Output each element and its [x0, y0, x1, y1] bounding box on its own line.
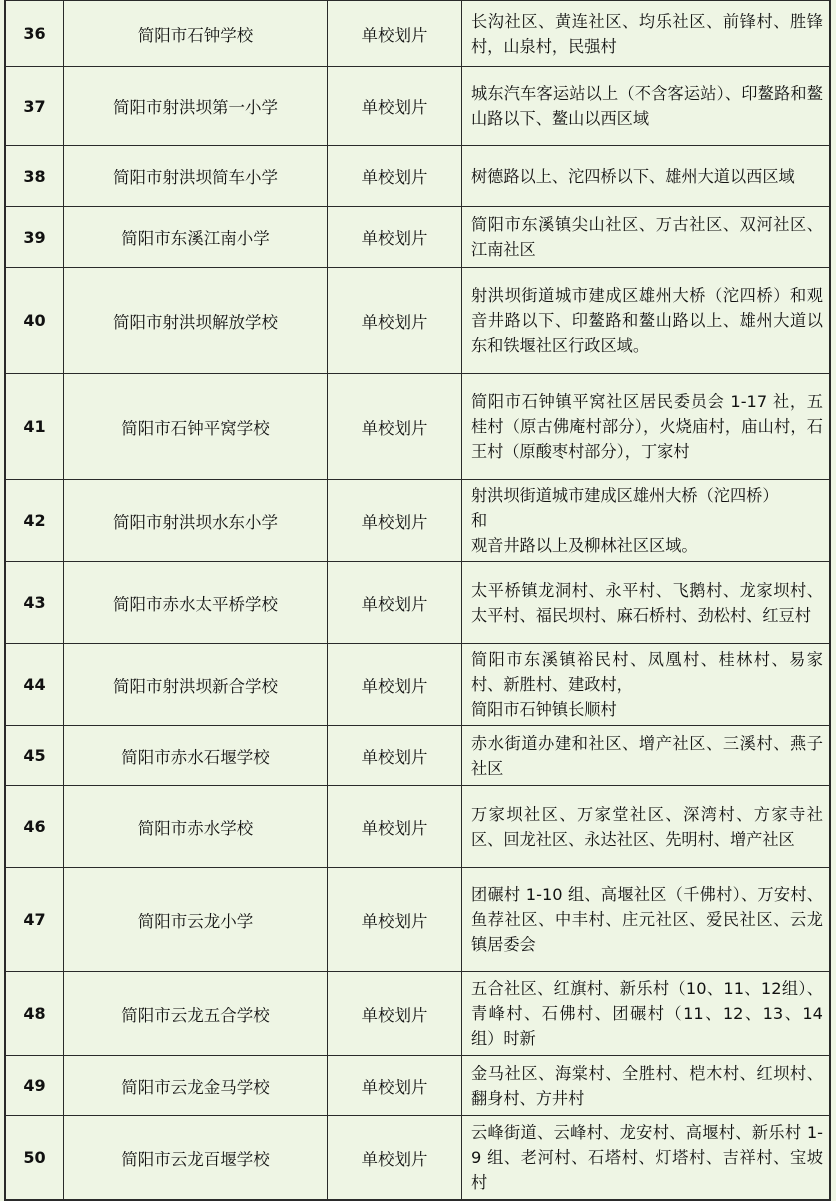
zoning-type: 单校划片	[328, 268, 462, 373]
zoning-area: 团碾村 1-10 组、高堰社区（千佛村）、万安村、鱼荐社区、中丰村、庄元社区、爱民社区、云龙镇居委会	[471, 885, 823, 954]
school-name: 简阳市云龙小学	[64, 868, 328, 971]
table-row	[6, 206, 829, 267]
row-number: 36	[6, 1, 64, 66]
zoning-type: 单校划片	[328, 562, 462, 643]
zoning-type: 单校划片	[328, 972, 462, 1055]
row-number: 44	[6, 644, 64, 725]
zoning-area: 太平桥镇龙洞村、永平村、飞鹅村、龙家坝村、太平村、福民坝村、麻石桥村、劲松村、红豆村	[471, 580, 823, 625]
zoning-type: 单校划片	[328, 1, 462, 66]
zoning-type: 单校划片	[328, 726, 462, 785]
row-number: 47	[6, 868, 64, 971]
zoning-area: 金马社区、海棠村、全胜村、桤木村、红坝村、翻身村、方井村	[471, 1063, 823, 1108]
row-number: 42	[6, 480, 64, 561]
zoning-area: 射洪坝街道城市建成区雄州大桥（沱四桥）和观音井路以下、印鳌路和鳌山路以上、雄州大道以东和铁堰社区行政区域。	[471, 286, 823, 355]
table-row	[6, 561, 829, 643]
school-name: 简阳市云龙金马学校	[64, 1056, 328, 1115]
zoning-area: 简阳市石钟镇平窝社区居民委员会 1-17 社，五桂村（原古佛庵村部分），火烧庙村，庙山村，石王村（原酸枣村部分），丁家村	[471, 392, 823, 461]
row-number: 39	[6, 207, 64, 267]
zoning-area: 五合社区、红旗村、新乐村（10、11、12组）、青峰村、石佛村、团碾村（11、12、13、14 组）时新	[471, 979, 823, 1048]
table-row	[6, 145, 829, 206]
school-name: 简阳市东溪江南小学	[64, 207, 328, 267]
school-name: 简阳市云龙五合学校	[64, 972, 328, 1055]
row-number: 40	[6, 268, 64, 373]
school-name: 简阳市射洪坝解放学校	[64, 268, 328, 373]
zoning-type: 单校划片	[328, 1116, 462, 1199]
zoning-type: 单校划片	[328, 207, 462, 267]
school-name: 简阳市赤水太平桥学校	[64, 562, 328, 643]
school-zoning-table	[4, 0, 831, 1201]
zoning-type: 单校划片	[328, 786, 462, 867]
school-name: 简阳市射洪坝简车小学	[64, 146, 328, 206]
zoning-type: 单校划片	[328, 146, 462, 206]
zoning-area: 树德路以上、沱四桥以下、雄州大道以西区域	[471, 166, 795, 186]
row-number: 37	[6, 67, 64, 145]
table-row	[6, 267, 829, 373]
zoning-area	[462, 644, 829, 725]
zoning-area: 赤水街道办建和社区、增产社区、三溪村、燕子社区	[471, 733, 823, 778]
school-name: 简阳市射洪坝新合学校	[64, 644, 328, 725]
table-row	[6, 1115, 829, 1199]
zoning-type: 单校划片	[328, 67, 462, 145]
row-number: 46	[6, 786, 64, 867]
zoning-area-line: 和	[471, 511, 488, 530]
row-number: 43	[6, 562, 64, 643]
table-row	[6, 66, 829, 145]
zoning-area-line: 射洪坝街道城市建成区雄州大桥（沱四桥）	[471, 486, 779, 505]
table-row	[6, 643, 829, 725]
zoning-area: 万家坝社区、万家堂社区、深湾村、方家寺社区、回龙社区、永达社区、先明村、增产社区	[471, 804, 823, 849]
zoning-area-line: 简阳市东溪镇裕民村、凤凰村、桂林村、易家村、新胜村、建政村，	[471, 650, 823, 694]
table-row	[6, 1055, 829, 1115]
row-number: 38	[6, 146, 64, 206]
table-row	[6, 373, 829, 479]
zoning-area	[462, 480, 829, 561]
row-number: 49	[6, 1056, 64, 1115]
zoning-type: 单校划片	[328, 480, 462, 561]
row-number: 45	[6, 726, 64, 785]
zoning-type: 单校划片	[328, 1056, 462, 1115]
school-name: 简阳市石钟学校	[64, 1, 328, 66]
zoning-type: 单校划片	[328, 374, 462, 479]
zoning-area: 云峰街道、云峰村、龙安村、高堰村、新乐村 1-9 组、老河村、石塔村、灯塔村、吉祥村、宝坡村	[471, 1123, 823, 1192]
zoning-area: 简阳市东溪镇尖山社区、万古社区、双河社区、江南社区	[471, 215, 823, 259]
zoning-area-line: 简阳市石钟镇长顺村	[471, 700, 617, 719]
school-name: 简阳市赤水石堰学校	[64, 726, 328, 785]
row-number: 50	[6, 1116, 64, 1199]
zoning-area: 长沟社区、黄连社区、均乐社区、前锋村、胜锋村，山泉村，民强村	[471, 11, 823, 56]
school-name: 简阳市石钟平窝学校	[64, 374, 328, 479]
table-row	[6, 479, 829, 561]
row-number: 41	[6, 374, 64, 479]
row-number: 48	[6, 972, 64, 1055]
zoning-area: 城东汽车客运站以上（不含客运站）、印鳌路和鳌山路以下、鳌山以西区域	[471, 84, 823, 128]
zoning-type: 单校划片	[328, 868, 462, 971]
zoning-type: 单校划片	[328, 644, 462, 725]
table-row	[6, 867, 829, 971]
table-row	[6, 725, 829, 785]
school-name: 简阳市云龙百堰学校	[64, 1116, 328, 1199]
table-row	[6, 0, 829, 66]
table-row	[6, 785, 829, 867]
school-name: 简阳市射洪坝第一小学	[64, 67, 328, 145]
table-row	[6, 971, 829, 1055]
school-name: 简阳市赤水学校	[64, 786, 328, 867]
school-name: 简阳市射洪坝水东小学	[64, 480, 328, 561]
zoning-area-line: 观音井路以上及柳林社区区域。	[471, 536, 698, 555]
